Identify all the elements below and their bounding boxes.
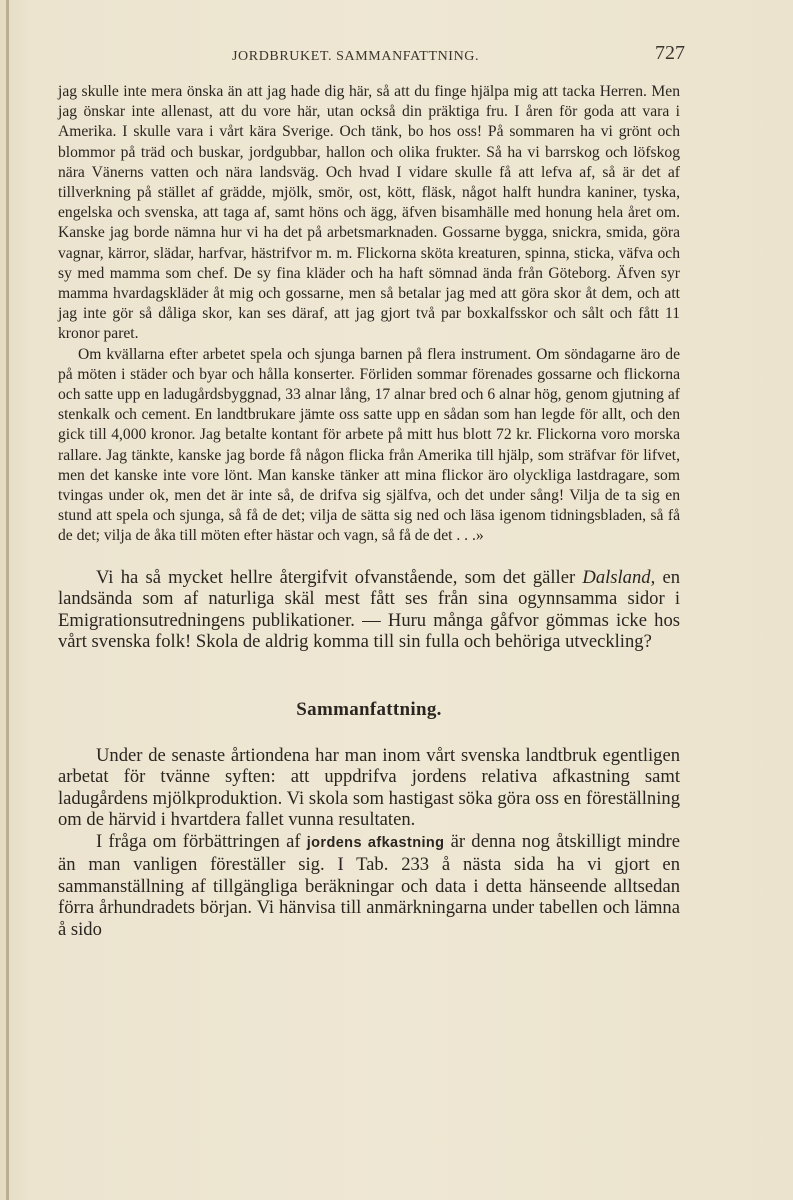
page-binding-edge xyxy=(6,0,9,1200)
summary-section xyxy=(58,745,680,941)
letter-paragraph: Om kvällarna efter arbetet spela och sjunga barnen på flera instrument. Om söndagarne äro de på möten i städer och byar och hålla konserter. Förliden sommar förenades gossarne och flickorna och satte upp en ladugårdsbyggnad, 33 alnar lång, 17 alnar bred och 6 alnar hög, genom gjutning af stenkalk och cement. En landtbrukare jämte oss satte upp en sådan som han legde för allt, och den gick till 4,000 kronor. Jag betalte kontant för arbete på mitt hus blott 72 kr. Flickorna voro morska rallare. Jag tänkte, kanske jag borde få någon flicka från Amerika till hjälp, som sträfvar för lifvet, men det kanske inte vore lönt. Man kanske tänker att mina flickor äro olyckliga lastdragare, som tvingas under ok, men det är inte så, de drifva sig själfva, och det under sång! Vilja de ta sig en stund att spela och sjunga, så få de det; vilja de sätta sig ned och läsa igenom tidningsbladen, så få de det; vilja de åka till möten efter hästar och vagn, så få de det . . .» xyxy=(58,345,680,545)
summary-text-end: är denna nog åtskilligt mindre än man vanligen föreställer sig. I Tab. 233 å nästa sida ha vi gjort en sammanställning af tillgängliga beräkningar och data i detta hänseende alltsedan förra århundradets början. Vi hänvisa till anmärkningarna under tabellen och lämna å sido xyxy=(58,830,680,940)
letter-paragraph: jag skulle inte mera önska än att jag hade dig här, så att du finge hjälpa mig att tacka Herren. Men jag önskar inte allenast, att du vore här, utan också din präktiga fru. I åren för goda att vara i Amerika. I skulle vara i vårt kära Sverige. Och tänk, bo hos oss! På sommaren ha vi grönt och blommor på träd och buskar, jordgubbar, hallon och olika frukter. Så ha vi barrskog och löfskog nära Vänerns vatten och nära landsväg. Och hvad I vidare skulle få att lefva af, så är det af tillverkning på stället af grädde, mjölk, smör, ost, kött, fläsk, något halft hundra kaniner, tyska, engelska och svenska, att taga af, samt höns och ägg, äfven bisamhälle med honung hela året om. Kanske jag borde nämna hur vi ha det på arbetsmarknaden. Gossarne bygga, snickra, smida, göra vagnar, kärror, slädar, harfvar, hästrifvor m. m. Flickorna sköta kreaturen, spinna, sticka, väfva och sy med mamma som chef. De sy fina kläder och ha haft sömnad ända från Göteborg. Äfven syr mamma hvardagskläder åt mig och gossarne, men så betalar jag med att göra skor åt dem, och att jag inte gör så dåliga skor, kan ses däraf, att jag gjort två par boxkalfsskor och sålt och fått 11 kronor paret. xyxy=(58,83,680,343)
commentary-text-end: , en landsända som af naturliga skäl mest fått ses från sina ogynnsamma sidor i Emigrationsutredningens publikationer. — Huru många gåfvor gömmas icke hos vårt svenska folk! Skola de aldrig komma till sin fulla och behöriga utveckling? xyxy=(58,566,680,653)
commentary-text-start: Vi ha så mycket hellre återgifvit ofvanstående, som det gäller xyxy=(96,566,583,588)
summary-paragraph xyxy=(58,831,680,941)
summary-text-start: I fråga om förbättringen af xyxy=(96,830,307,852)
quoted-letter xyxy=(58,82,680,547)
running-title: JORDBRUKET. SAMMANFATTNING. xyxy=(232,49,480,64)
summary-paragraph: Under de senaste årtiondena har man inom vårt svenska landtbruk egentligen arbetat för tvänne syften: att uppdrifva jordens relativa afkastning samt ladugårdens mjölkproduktion. Vi skola som hastigast söka göra oss en föreställning om de härvid i hvartdera fallet vunna resultaten. xyxy=(58,744,680,831)
place-name: Dalsland xyxy=(582,566,651,588)
page-body xyxy=(58,82,680,940)
section-heading: Sammanfattning. xyxy=(296,698,442,720)
page-header xyxy=(96,42,683,72)
page-number: 727 xyxy=(655,42,685,64)
commentary xyxy=(58,567,680,653)
emphasized-term: jordens afkastning xyxy=(306,834,445,851)
commentary-paragraph xyxy=(58,567,680,653)
